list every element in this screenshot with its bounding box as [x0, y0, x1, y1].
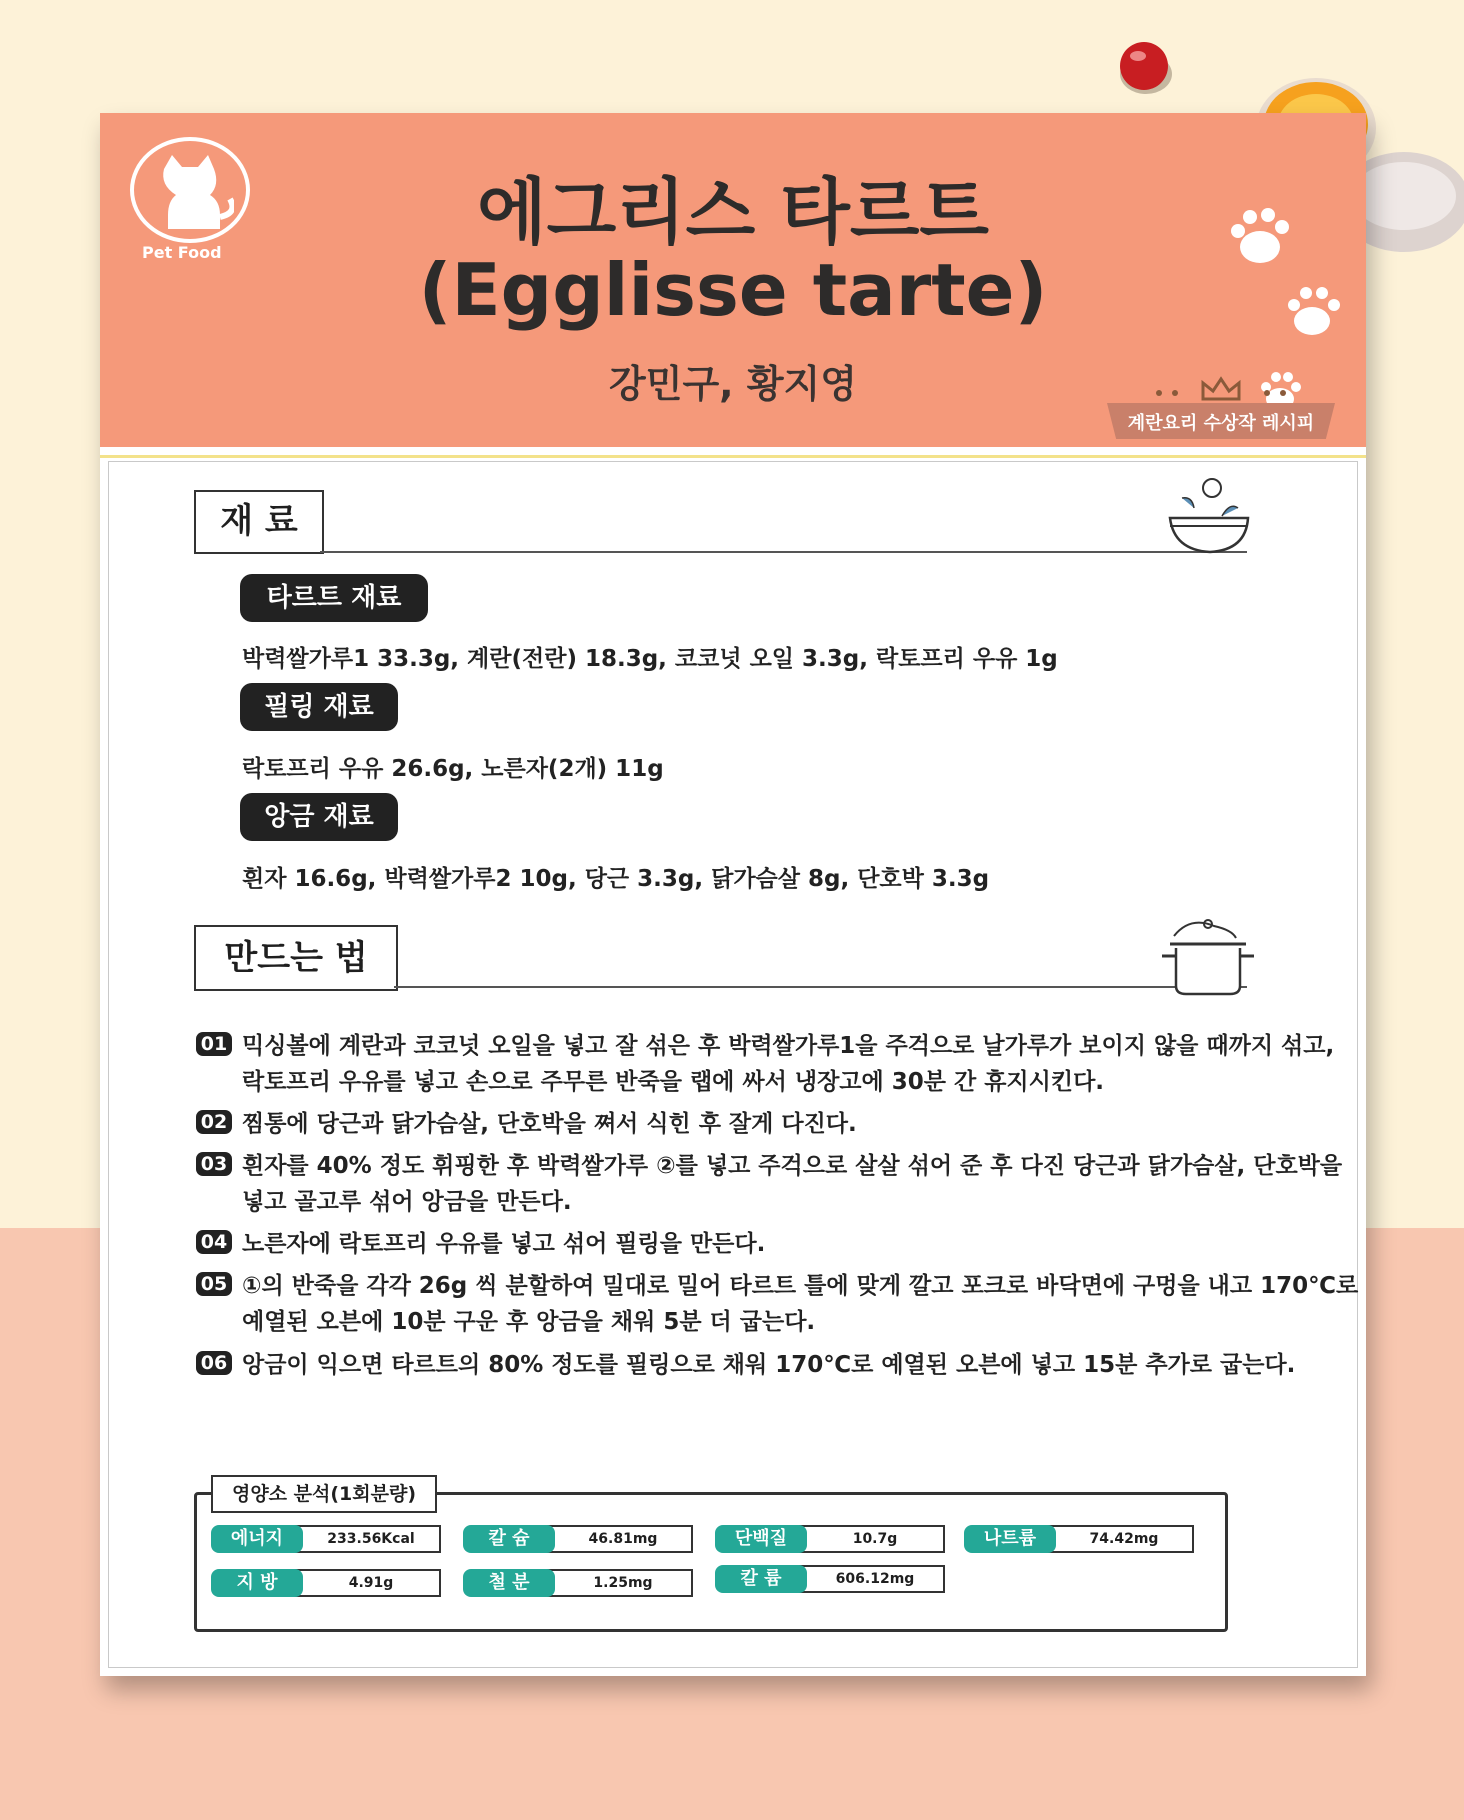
step-item — [196, 1148, 1366, 1222]
logo-text: Pet Food — [142, 243, 222, 262]
filling-ingredients-text: 락토프리 우유 26.6g, 노른자(2개) 11g — [242, 756, 664, 782]
nutrient-label: 단백질 — [715, 1525, 807, 1553]
header-banner — [100, 113, 1366, 447]
pot-icon — [1160, 916, 1256, 998]
authors: 강민구, 황지영 — [609, 362, 857, 406]
bowl-icon — [1164, 476, 1254, 558]
step-text: 노른자에 락토프리 우유를 넣고 섞어 필링을 만든다. — [242, 1231, 766, 1257]
nutrient-value: 46.81mg — [543, 1525, 693, 1553]
step-item — [196, 1347, 1366, 1385]
nutrition-panel — [194, 1492, 1228, 1632]
step-number: 04 — [196, 1230, 232, 1254]
page-title — [350, 170, 1116, 332]
crown-icon — [1151, 373, 1291, 403]
nutrient-label: 에너지 — [211, 1525, 303, 1553]
cat-icon — [146, 151, 234, 231]
recipe-card — [100, 113, 1366, 1676]
step-number: 03 — [196, 1152, 232, 1176]
award-text: 계란요리 수상작 레시피 — [1127, 413, 1315, 434]
step-number: 06 — [196, 1351, 232, 1375]
step-item — [196, 1028, 1366, 1102]
step-text: 앙금이 익으면 타르트의 80% 정도를 필링으로 채워 170℃로 예열된 오븐에 넣고 15분 추가로 굽는다. — [242, 1352, 1296, 1378]
ingredients-divider — [320, 551, 1247, 553]
nutrient-value: 233.56Kcal — [291, 1525, 441, 1553]
tart-ingredients-label: 타르트 재료 — [240, 574, 428, 622]
header-divider — [100, 455, 1366, 458]
nutrient-label: 칼 륨 — [715, 1565, 807, 1593]
nutrient-value: 74.42mg — [1044, 1525, 1194, 1553]
step-item — [196, 1268, 1366, 1342]
award-badge — [1107, 369, 1337, 449]
step-number: 01 — [196, 1032, 232, 1056]
tart-ingredients-text: 박력쌀가루1 33.3g, 계란(전란) 18.3g, 코코넛 오일 3.3g, 락토프리 우유 1g — [242, 646, 1058, 672]
nutrient-value: 606.12mg — [795, 1565, 945, 1593]
step-number: 05 — [196, 1272, 232, 1296]
nutrient-value: 10.7g — [795, 1525, 945, 1553]
title-english: (Egglisse tarte) — [418, 248, 1048, 332]
nutrient-label: 칼 슘 — [463, 1525, 555, 1553]
nutrient-label: 철 분 — [463, 1569, 555, 1597]
step-item — [196, 1226, 1366, 1264]
nutrition-title: 영양소 분석(1회분량) — [211, 1475, 437, 1513]
nutrient-label: 나트륨 — [964, 1525, 1056, 1553]
step-number: 02 — [196, 1110, 232, 1134]
ingredients-heading: 재 료 — [194, 490, 324, 554]
title-korean: 에그리스 타르트 — [477, 170, 989, 254]
pet-food-logo — [130, 137, 250, 287]
method-heading: 만드는 법 — [194, 925, 398, 991]
filling-ingredients-label: 필링 재료 — [240, 683, 398, 731]
step-text: 믹싱볼에 계란과 코코넛 오일을 넣고 잘 섞은 후 박력쌀가루1을 주걱으로 날가루가 보이지 않을 때까지 섞고, 락토프리 우유를 넣고 손으로 주무른 반죽을 랩에 싸서 냉장고에 30분 간 휴지시킨다. — [242, 1033, 1335, 1095]
paste-ingredients-text: 흰자 16.6g, 박력쌀가루2 10g, 당근 3.3g, 닭가슴살 8g, 단호박 3.3g — [242, 866, 990, 892]
cherry-icon — [1114, 36, 1176, 98]
nutrient-value: 1.25mg — [543, 1569, 693, 1597]
nutrient-value: 4.91g — [291, 1569, 441, 1597]
step-text: 찜통에 당근과 닭가슴살, 단호박을 쪄서 식힌 후 잘게 다진다. — [242, 1111, 857, 1137]
step-text: 흰자를 40% 정도 휘핑한 후 박력쌀가루 ②를 넣고 주걱으로 살살 섞어 준 후 다진 당근과 닭가슴살, 단호박을 넣고 골고루 섞어 앙금을 만든다. — [242, 1153, 1343, 1215]
paste-ingredients-label: 앙금 재료 — [240, 793, 398, 841]
method-divider — [394, 986, 1247, 988]
step-item — [196, 1106, 1366, 1144]
nutrient-label: 지 방 — [211, 1569, 303, 1597]
step-text: ①의 반죽을 각각 26g 씩 분할하여 밀대로 밀어 타르트 틀에 맞게 깔고 포크로 바닥면에 구멍을 내고 170℃로 예열된 오븐에 10분 구운 후 앙금을 채워 5분 더 굽는다. — [242, 1273, 1359, 1335]
